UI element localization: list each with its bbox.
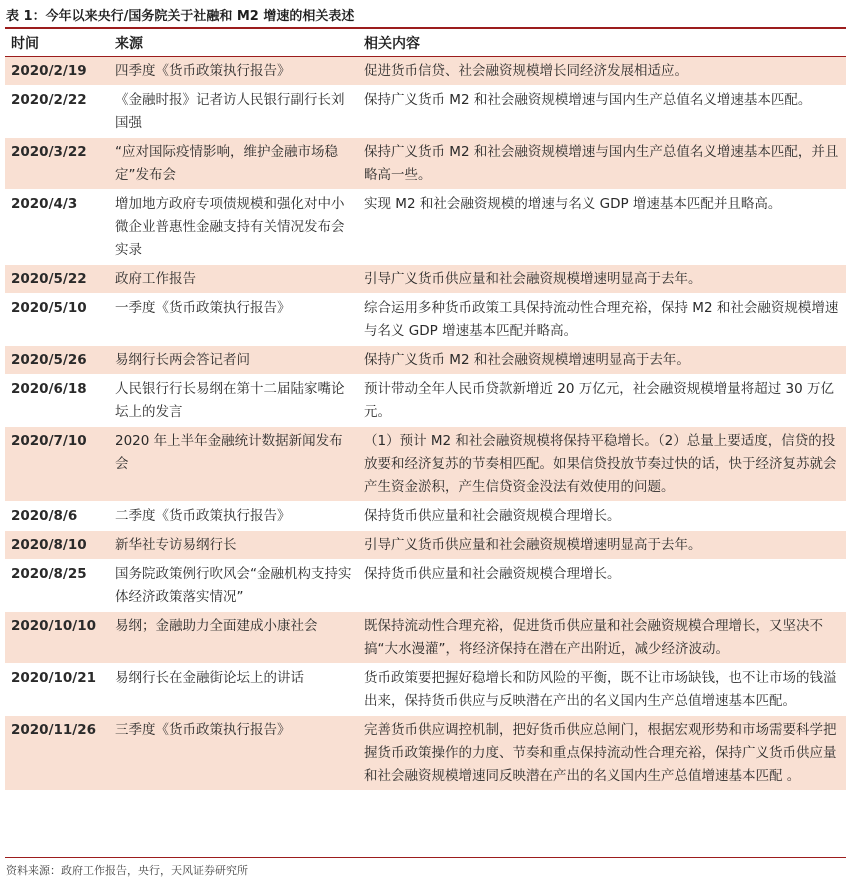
row-content: 既保持流动性合理充裕，促进货币供应量和社会融资规模合理增长，又坚决不搞“大水漫灌”，将经济保持在潜在产出附近，减少经济波动。: [358, 612, 846, 664]
row-date: 2020/4/3: [5, 190, 109, 265]
row-source: 人民银行行长易纲在第十二届陆家嘴论坛上的发言: [109, 375, 358, 427]
table-row: [5, 716, 846, 791]
table-row: [5, 86, 846, 138]
row-source: 一季度《货币政策执行报告》: [109, 294, 358, 346]
table-row: [5, 265, 846, 294]
row-date: 2020/5/22: [5, 265, 109, 294]
row-content: 综合运用多种货币政策工具保持流动性合理充裕，保持 M2 和社会融资规模增速与名义 GDP 增速基本匹配并略高。: [358, 294, 846, 346]
row-content: 保持货币供应量和社会融资规模合理增长。: [358, 502, 846, 531]
row-date: 2020/8/25: [5, 560, 109, 612]
row-source: 2020 年上半年金融统计数据新闻发布会: [109, 427, 358, 502]
row-date: 2020/8/6: [5, 502, 109, 531]
header-source: 来源: [109, 29, 358, 57]
row-content: 保持货币供应量和社会融资规模合理增长。: [358, 560, 846, 612]
row-source: 四季度《货币政策执行报告》: [109, 57, 358, 86]
header-row: [5, 29, 846, 57]
table-row: [5, 612, 846, 664]
row-content: 促进货币信贷、社会融资规模增长同经济发展相适应。: [358, 57, 846, 86]
table-row: [5, 664, 846, 716]
row-date: 2020/10/21: [5, 664, 109, 716]
row-date: 2020/3/22: [5, 138, 109, 190]
row-date: 2020/2/19: [5, 57, 109, 86]
bottom-rule: [5, 857, 846, 858]
table-row: [5, 294, 846, 346]
row-content: 引导广义货币供应量和社会融资规模增速明显高于去年。: [358, 265, 846, 294]
row-source: 国务院政策例行吹风会“金融机构支持实体经济政策落实情况”: [109, 560, 358, 612]
table-row: [5, 531, 846, 560]
row-source: 易纲行长两会答记者问: [109, 346, 358, 375]
row-source: 新华社专访易纲行长: [109, 531, 358, 560]
row-source: 《金融时报》记者访人民银行副行长刘国强: [109, 86, 358, 138]
row-source: “应对国际疫情影响，维护金融市场稳定”发布会: [109, 138, 358, 190]
row-source: 二季度《货币政策执行报告》: [109, 502, 358, 531]
table-row: [5, 190, 846, 265]
row-date: 2020/2/22: [5, 86, 109, 138]
table-row: [5, 427, 846, 502]
row-content: 实现 M2 和社会融资规模的增速与名义 GDP 增速基本匹配并且略高。: [358, 190, 846, 265]
row-content: 完善货币供应调控机制，把好货币供应总闸门，根据宏观形势和市场需要科学把握货币政策操作的力度、节奏和重点保持流动性合理充裕，保持广义货币供应量和社会融资规模增速同反映潜在产出的名义国内生产总值增速基本匹配 。: [358, 716, 846, 791]
header-date: 时间: [5, 29, 109, 57]
row-content: 引导广义货币供应量和社会融资规模增速明显高于去年。: [358, 531, 846, 560]
row-source: 三季度《货币政策执行报告》: [109, 716, 358, 791]
row-content: 保持广义货币 M2 和社会融资规模增速明显高于去年。: [358, 346, 846, 375]
row-source: 易纲行长在金融街论坛上的讲话: [109, 664, 358, 716]
row-date: 2020/5/10: [5, 294, 109, 346]
row-date: 2020/6/18: [5, 375, 109, 427]
row-content: 预计带动全年人民币贷款新增近 20 万亿元，社会融资规模增量将超过 30 万亿元。: [358, 375, 846, 427]
row-date: 2020/5/26: [5, 346, 109, 375]
row-source: 增加地方政府专项债规模和强化对中小微企业普惠性金融支持有关情况发布会实录: [109, 190, 358, 265]
source-footnote: 资料来源：政府工作报告，央行，天风证券研究所: [6, 864, 248, 877]
row-date: 2020/7/10: [5, 427, 109, 502]
table-row: [5, 57, 846, 86]
row-content: 保持广义货币 M2 和社会融资规模增速与国内生产总值名义增速基本匹配，并且略高一些。: [358, 138, 846, 190]
header-content: 相关内容: [358, 29, 846, 57]
row-date: 2020/8/10: [5, 531, 109, 560]
row-source: 易纲；金融助力全面建成小康社会: [109, 612, 358, 664]
row-date: 2020/11/26: [5, 716, 109, 791]
row-content: 保持广义货币 M2 和社会融资规模增速与国内生产总值名义增速基本匹配。: [358, 86, 846, 138]
table-row: [5, 375, 846, 427]
table-row: [5, 560, 846, 612]
row-content: （1）预计 M2 和社会融资规模将保持平稳增长。（2）总量上要适度，信贷的投放要和经济复苏的节奏相匹配。如果信贷投放节奏过快的话，快于经济复苏就会产生资金淤积，产生信贷资金没法有效使用的问题。: [358, 427, 846, 502]
table-row: [5, 502, 846, 531]
statements-table: [5, 29, 846, 791]
row-source: 政府工作报告: [109, 265, 358, 294]
row-content: 货币政策要把握好稳增长和防风险的平衡，既不让市场缺钱，也不让市场的钱溢出来，保持货币供应与反映潜在产出的名义国内生产总值增速基本匹配。: [358, 664, 846, 716]
table-row: [5, 138, 846, 190]
table-title: 表 1：今年以来央行/国务院关于社融和 M2 增速的相关表述: [6, 9, 355, 24]
row-date: 2020/10/10: [5, 612, 109, 664]
table-row: [5, 346, 846, 375]
